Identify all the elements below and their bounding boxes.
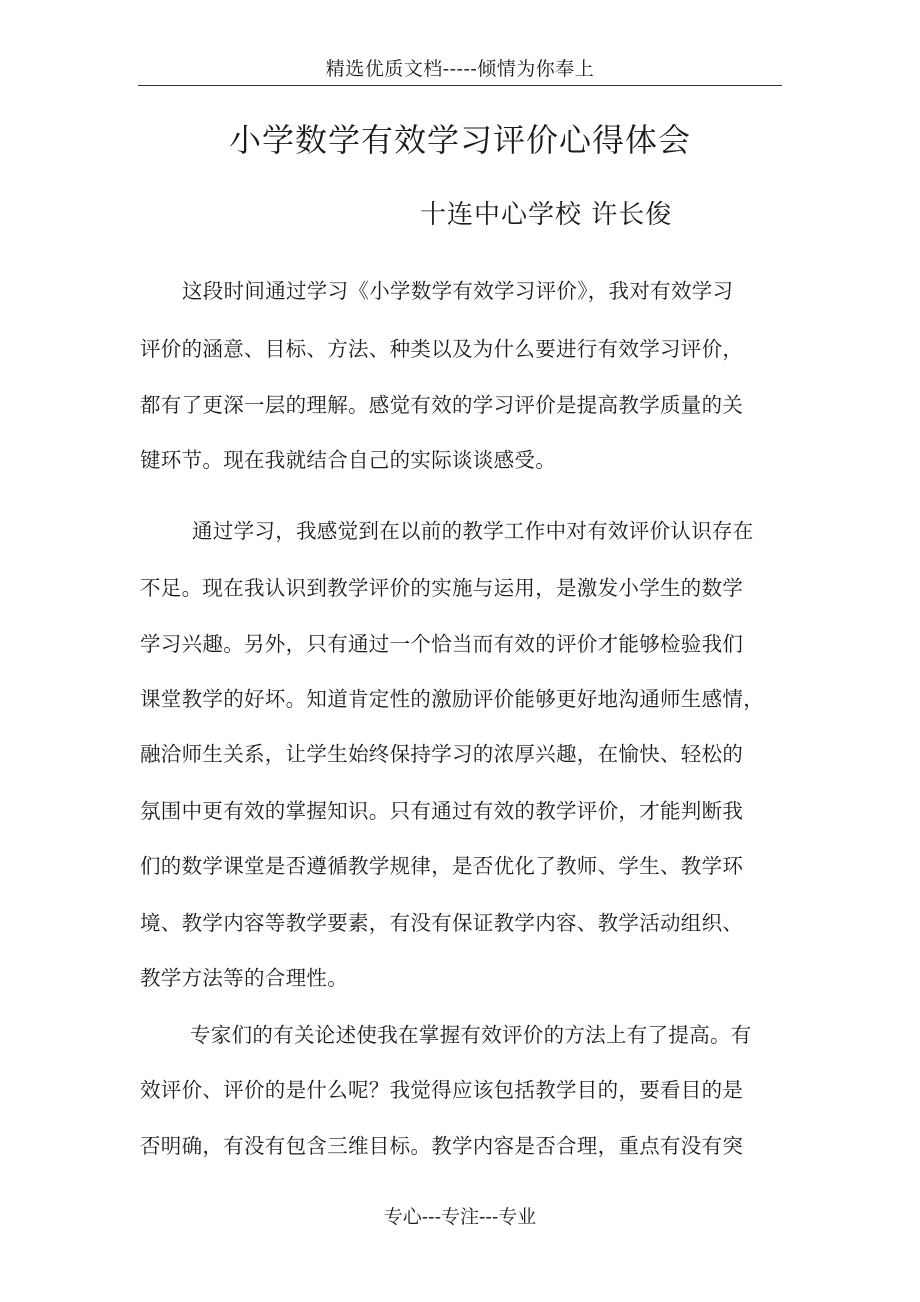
page-footer: 专心---专注---专业 xyxy=(383,1206,537,1228)
page-header: 精选优质文档-----倾情为你奉上 xyxy=(325,58,595,80)
paragraph-2-line-1: 通过学习，我感觉到在以前的教学工作中对有效评价认识存在 xyxy=(192,519,754,543)
paragraph-3-line-3: 否明确，有没有包含三维目标。教学内容是否合理，重点有没有突 xyxy=(140,1134,744,1158)
paragraph-2-line-8: 境、教学内容等教学要素，有没有保证教学内容、教学活动组织、 xyxy=(140,911,744,935)
paragraph-2-line-2: 不足。现在我认识到教学评价的实施与运用，是激发小学生的数学 xyxy=(140,576,744,600)
paragraph-1-line-2: 评价的涵意、目标、方法、种类以及为什么要进行有效学习评价， xyxy=(140,337,744,361)
paragraph-1-line-4: 键环节。现在我就结合自己的实际谈谈感受。 xyxy=(140,448,556,472)
paragraph-2-line-7: 们的数学课堂是否遵循教学规律，是否优化了教师、学生、教学环 xyxy=(140,854,744,878)
author-line: 十连中心学校 许长俊 xyxy=(420,200,673,230)
paragraph-2-line-9: 教学方法等的合理性。 xyxy=(140,966,348,990)
paragraph-1-line-1: 这段时间通过学习《小学数学有效学习评价》，我对有效学习 xyxy=(182,279,734,303)
paragraph-2-line-4: 课堂教学的好坏。知道肯定性的激励评价能够更好地沟通师生感情， xyxy=(140,687,764,711)
header-divider xyxy=(138,85,782,86)
paragraph-3-line-2: 效评价、评价的是什么呢？我觉得应该包括教学目的，要看目的是 xyxy=(140,1078,744,1102)
paragraph-1-line-3: 都有了更深一层的理解。感觉有效的学习评价是提高教学质量的关 xyxy=(140,393,744,417)
paragraph-2-line-3: 学习兴趣。另外，只有通过一个恰当而有效的评价才能够检验我们 xyxy=(140,632,744,656)
paragraph-3-line-1: 专家们的有关论述使我在掌握有效评价的方法上有了提高。有 xyxy=(190,1023,752,1047)
paragraph-2-line-6: 氛围中更有效的掌握知识。只有通过有效的教学评价，才能判断我 xyxy=(140,799,744,823)
document-title: 小学数学有效学习评价心得体会 xyxy=(228,121,691,159)
paragraph-2-line-5: 融洽师生关系，让学生始终保持学习的浓厚兴趣，在愉快、轻松的 xyxy=(140,742,744,766)
